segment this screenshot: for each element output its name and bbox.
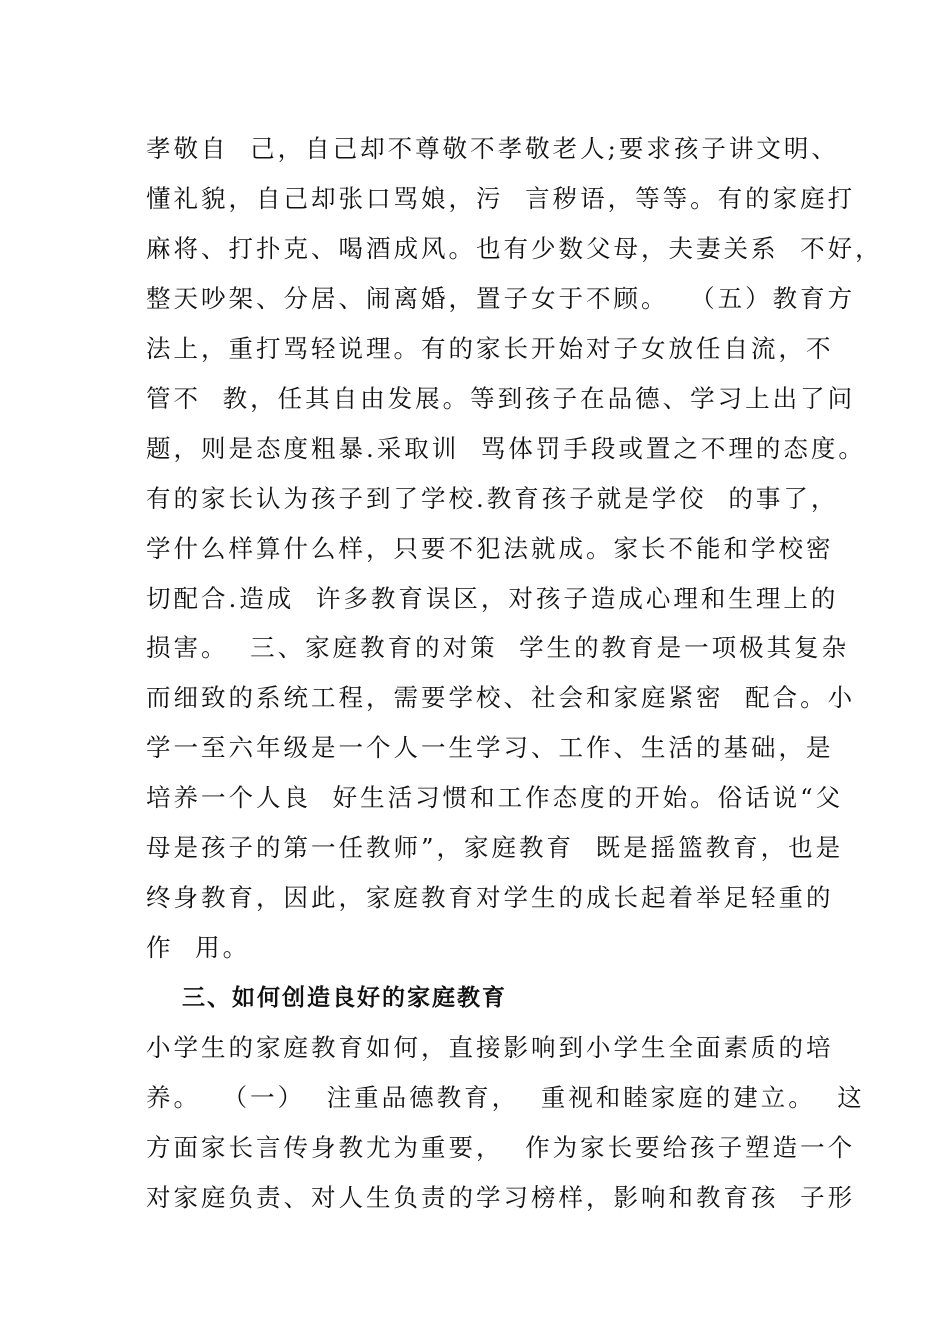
text-line: 管不 教，任其自由发展。等到孩子在品德、学习上出了问 [146, 384, 856, 413]
text-line: 损害。 三、家庭教育的对策 学生的教育是一项极其复杂 [146, 633, 850, 662]
text-line: 切配合.造成 许多教育误区，对孩子造成心理和生理上的 [146, 584, 839, 613]
text-line: 学什么样算什么样，只要不犯法就成。家长不能和学校密 [146, 534, 834, 563]
text-line: 法上，重打骂轻说理。有的家长开始对子女放任自流，不 [146, 334, 834, 363]
text-line: 养。 （一） 注重品德教育， 重视和睦家庭的建立。 这 [146, 1083, 865, 1112]
text-line: 小学生的家庭教育如何，直接影响到小学生全面素质的培 [146, 1033, 834, 1062]
text-line: 懂礼貌，自己却张口骂娘，污 言秽语，等等。有的家庭打 [146, 184, 856, 213]
text-line: 而细致的系统工程，需要学校、社会和家庭紧密 配合。小 [146, 683, 856, 712]
text-line: 培养一个人良 好生活习惯和工作态度的开始。俗话说“父 [146, 783, 844, 812]
text-line: 整天吵架、分居、闹离婚，置子女于不顾。 （五）教育方 [146, 284, 856, 313]
text-line: 母是孩子的第一任教师”，家庭教育 既是摇篮教育，也是 [146, 833, 844, 862]
text-line: 题，则是态度粗暴.采取训 骂体罚手段或置之不理的态度。 [146, 434, 866, 463]
section-heading: 三、如何创造良好的家庭教育 [182, 985, 507, 1011]
text-line: 终身教育，因此，家庭教育对学生的成长起着举足轻重的 [146, 883, 834, 912]
text-line: 作 用。 [146, 933, 251, 962]
text-line: 孝敬自 己，自己却不尊敬不孝敬老人;要求孩子讲文明、 [146, 134, 839, 163]
text-line: 有的家长认为孩子到了学校.教育孩子就是学佼 的事了， [146, 484, 839, 513]
text-line: 学一至六年级是一个人一生学习、工作、生活的基础，是 [146, 733, 834, 762]
text-line: 对家庭负责、对人生负责的学习榜样，影响和教育孩 子形 [146, 1183, 856, 1212]
text-line: 麻将、打扑克、喝酒成风。也有少数父母，夫妻关系 不好， [146, 234, 883, 263]
text-line: 方面家长言传身教尤为重要， 作为家长要给孩子塑造一个 [146, 1133, 856, 1162]
